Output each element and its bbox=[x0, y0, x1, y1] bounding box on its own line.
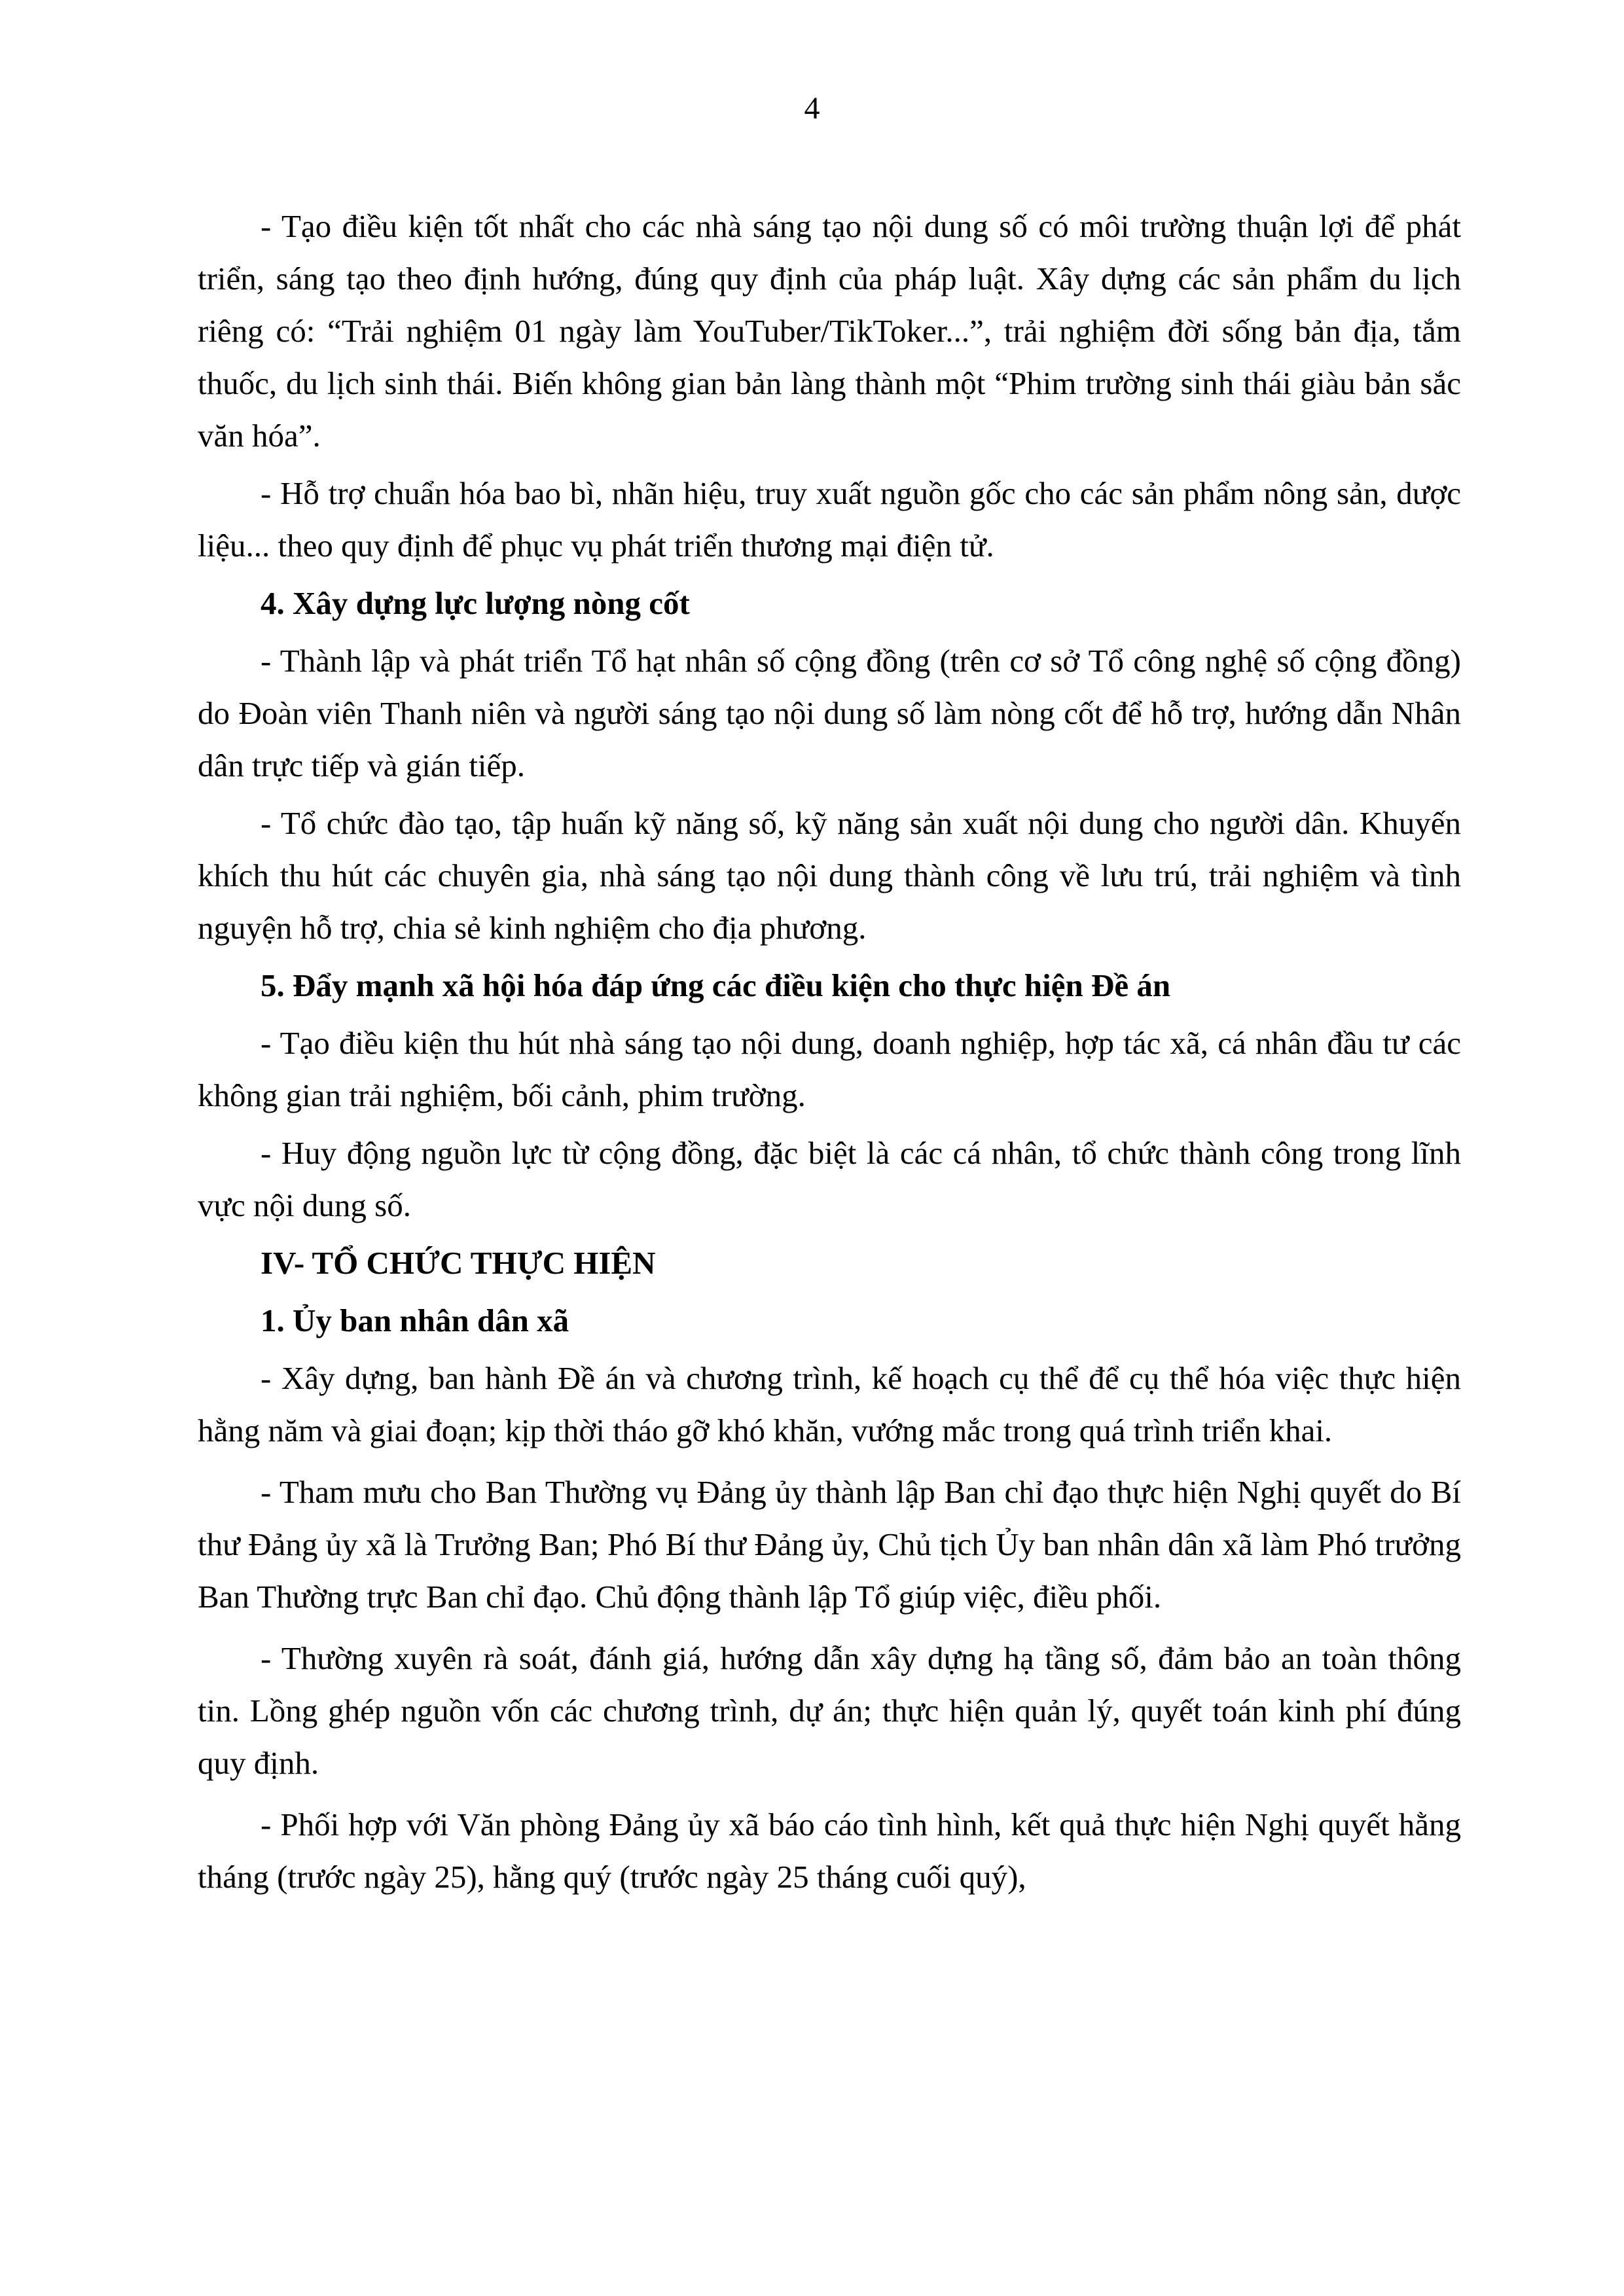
paragraph-3: - Thành lập và phát triển Tổ hạt nhân số cộng đồng (trên cơ sở Tổ công nghệ số cộng đồng) do Đoàn viên Thanh niên và người sáng tạo nội dung số làm nòng cốt để hỗ trợ, hướng dẫn Nhân dân trực tiếp và gián tiếp. bbox=[198, 643, 1461, 783]
paragraph-5: - Tạo điều kiện thu hút nhà sáng tạo nội dung, doanh nghiệp, hợp tác xã, cá nhân đầu tư các không gian trải nghiệm, bối cảnh, phim trường. bbox=[198, 1025, 1461, 1113]
paragraph-6: - Huy động nguồn lực từ cộng đồng, đặc biệt là các cá nhân, tổ chức thành công trong lĩnh vực nội dung số. bbox=[198, 1135, 1461, 1223]
paragraph-spacer bbox=[198, 462, 1461, 467]
paragraph-1: - Tạo điều kiện tốt nhất cho các nhà sáng tạo nội dung số có môi trường thuận lợi để phát triển, sáng tạo theo định hướng, đúng quy định của pháp luật. Xây dựng các sản phẩm du lịch riêng có: “Trải nghiệm 01 ngày làm YouTuber/TikToker...”, trải nghiệm đời sống bản địa, tắm thuốc, du lịch sinh thái. Biến không gian bản làng thành một “Phim trường sinh thái giàu bản sắc văn hóa”. bbox=[198, 208, 1461, 454]
heading-part-iv: IV- TỔ CHỨC THỰC HIỆN bbox=[261, 1245, 656, 1281]
paragraph-8: - Tham mưu cho Ban Thường vụ Đảng ủy thành lập Ban chỉ đạo thực hiện Nghị quyết do Bí thư Đảng ủy xã là Trưởng Ban; Phó Bí thư Đảng ủy, Chủ tịch Ủy ban nhân dân xã làm Phó trưởng Ban Thường trực Ban chỉ đạo. Chủ động thành lập Tổ giúp việc, điều phối. bbox=[198, 1474, 1461, 1615]
paragraph-7: - Xây dựng, ban hành Đề án và chương trình, kế hoạch cụ thể để cụ thể hóa việc thực hiện hằng năm và giai đoạn; kịp thời tháo gỡ khó khăn, vướng mắc trong quá trình triển khai. bbox=[198, 1360, 1461, 1448]
paragraph-spacer bbox=[198, 1347, 1461, 1352]
paragraph-spacer bbox=[198, 630, 1461, 635]
paragraph-spacer bbox=[198, 1789, 1461, 1799]
paragraph-spacer bbox=[198, 572, 1461, 577]
heading-subsection-1: 1. Ủy ban nhân dân xã bbox=[261, 1302, 569, 1338]
paragraph-2: - Hỗ trợ chuẩn hóa bao bì, nhãn hiệu, truy xuất nguồn gốc cho các sản phẩm nông sản, dược liệu... theo quy định để phục vụ phát triển thương mại điện tử. bbox=[198, 475, 1461, 564]
paragraph-spacer bbox=[198, 1122, 1461, 1127]
paragraph-10: - Phối hợp với Văn phòng Đảng ủy xã báo cáo tình hình, kết quả thực hiện Nghị quyết hằng tháng (trước ngày 25), hằng quý (trước ngày 25 tháng cuối quý), bbox=[198, 1806, 1461, 1895]
paragraph-spacer bbox=[198, 954, 1461, 960]
paragraph-spacer bbox=[198, 1289, 1461, 1295]
page-body bbox=[198, 200, 1461, 1903]
paragraph-spacer bbox=[198, 1623, 1461, 1632]
paragraph-spacer bbox=[198, 792, 1461, 797]
heading-section-5: 5. Đẩy mạnh xã hội hóa đáp ứng các điều kiện cho thực hiện Đề án bbox=[261, 967, 1171, 1003]
paragraph-4: - Tổ chức đào tạo, tập huấn kỹ năng số, kỹ năng sản xuất nội dung cho người dân. Khuyến khích thu hút các chuyên gia, nhà sáng tạo nội dung thành công về lưu trú, trải nghiệm và tình nguyện hỗ trợ, chia sẻ kinh nghiệm cho địa phương. bbox=[198, 805, 1461, 946]
paragraph-spacer bbox=[198, 1012, 1461, 1017]
heading-section-4: 4. Xây dựng lực lượng nòng cốt bbox=[261, 585, 690, 621]
paragraph-9: - Thường xuyên rà soát, đánh giá, hướng dẫn xây dựng hạ tầng số, đảm bảo an toàn thông tin. Lồng ghép nguồn vốn các chương trình, dự án; thực hiện quản lý, quyết toán kinh phí đúng quy định. bbox=[198, 1640, 1461, 1781]
paragraph-spacer bbox=[198, 1232, 1461, 1237]
paragraph-spacer bbox=[198, 1457, 1461, 1466]
page-number: 4 bbox=[804, 91, 820, 126]
